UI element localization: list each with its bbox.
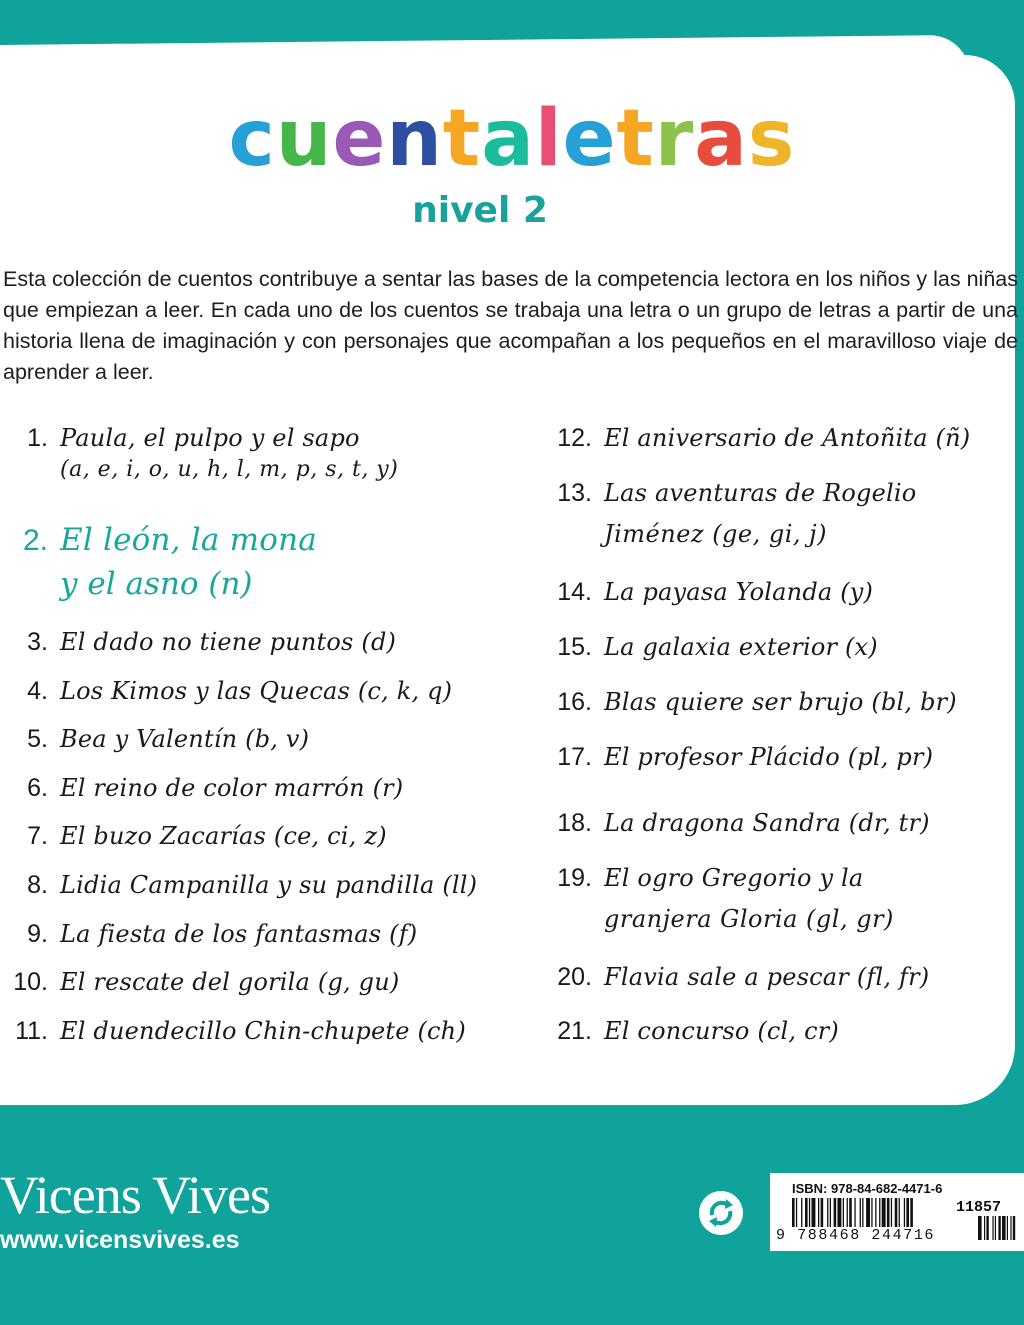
barcode-bar	[879, 1198, 880, 1228]
list-item: 12. El aniversario de Antoñita (ñ)	[557, 424, 971, 452]
list-item: 17. El profesor Plácido (pl, pr)	[557, 743, 934, 771]
series-title	[0, 94, 1024, 184]
title-letter: t	[616, 94, 655, 184]
barcode-bar	[834, 1198, 837, 1228]
barcode-bar	[809, 1198, 810, 1228]
barcode-bar	[1013, 1216, 1015, 1240]
intro-paragraph: Esta colección de cuentos contribuye a sentar las bases de la competencia lectora en los niños y las niñas que empiezan a leer. En cada uno de los cuentos se trabaja una letra o un grupo de letras a partir de una historia llena de imaginación y con personajes que acompañan a los pequeños en el maravilloso viaje de aprender a leer.	[3, 267, 1018, 384]
barcode-bar	[998, 1216, 1000, 1240]
list-item: 8. Lidia Campanilla y su pandilla (ll)	[27, 871, 478, 899]
barcode-digits: 9 788468 244716	[776, 1227, 936, 1244]
barcode-bar	[792, 1198, 795, 1228]
list-item: 5. Bea y Valentín (b, v)	[27, 725, 310, 753]
barcode-bar	[812, 1198, 816, 1228]
list-item: 9. La fiesta de los fantasmas (f)	[27, 920, 418, 948]
list-item: 15. La galaxia exterior (x)	[557, 633, 878, 661]
barcode-bar	[805, 1198, 808, 1228]
list-item: 16. Blas quiere ser brujo (bl, br)	[557, 688, 957, 716]
barcode-bar	[801, 1198, 802, 1228]
title-letter: a	[694, 94, 748, 184]
list-item-highlighted: 2. El león, la mona y el asno (n)	[22, 522, 317, 602]
barcode-bar	[818, 1198, 819, 1228]
barcode-bar	[875, 1198, 876, 1228]
barcode-bar	[984, 1216, 985, 1240]
barcode-bar	[871, 1198, 872, 1228]
list-item: 3. El dado no tiene puntos (d)	[27, 628, 397, 656]
barcode-bar	[995, 1216, 996, 1240]
list-item: 10. El rescate del gorila (g, gu)	[13, 968, 400, 996]
title-letter: a	[481, 94, 535, 184]
list-item: 4. Los Kimos y las Quecas (c, k, q)	[27, 677, 453, 705]
title-letter: n	[386, 94, 443, 184]
barcode-bar	[891, 1198, 892, 1228]
publisher-logo: Vicens Vives	[0, 1165, 270, 1225]
barcode-bar	[860, 1198, 861, 1228]
list-item: 13. Las aventuras de Rogelio Jiménez (ge, gi, j)	[557, 479, 917, 548]
barcode-bar	[882, 1198, 886, 1228]
barcode-bar	[986, 1216, 988, 1240]
barcode-bar	[1002, 1216, 1006, 1240]
title-letter: s	[747, 94, 796, 184]
recycle-icon	[698, 1190, 744, 1236]
list-item: 20. Flavia sale a pescar (fl, fr)	[557, 963, 930, 991]
list-item: 6. El reino de color marrón (r)	[27, 774, 404, 802]
barcode-bar	[887, 1198, 890, 1228]
barcode-bar	[854, 1198, 855, 1228]
barcode-bar	[904, 1198, 905, 1228]
barcode-bar	[849, 1198, 852, 1228]
title-letter: e	[562, 94, 617, 184]
isbn-text: ISBN: 978-84-682-4471-6	[792, 1181, 943, 1196]
level-subtitle: nivel 2	[412, 190, 548, 231]
barcode-bar	[843, 1198, 844, 1228]
barcode-bar	[910, 1198, 913, 1228]
list-item: 14. La payasa Yolanda (y)	[557, 578, 874, 606]
title-letter: r	[654, 94, 695, 184]
barcode-bar	[830, 1198, 831, 1228]
barcode-addon: 11857	[956, 1199, 1002, 1216]
list-item: 1. Paula, el pulpo y el sapo (a, e, i, o, u, h, l, m, p, s, t, y)	[27, 424, 399, 482]
title-letter: c	[228, 94, 276, 184]
barcode-bar	[895, 1198, 898, 1228]
barcode-bar	[838, 1198, 842, 1228]
publisher-url[interactable]: www.vicensvives.es	[0, 1226, 240, 1254]
title-letter: t	[442, 94, 482, 184]
list-item: 7. El buzo Zacarías (ce, ci, z)	[27, 822, 387, 850]
barcode-bar	[992, 1216, 993, 1240]
title-letter: u	[275, 94, 333, 184]
barcode-bar	[796, 1198, 797, 1228]
title-letter: e	[332, 94, 387, 184]
barcode-bar	[821, 1198, 824, 1228]
barcode-bar	[827, 1198, 828, 1228]
barcode-bar	[1010, 1216, 1011, 1240]
barcode-label	[770, 1173, 1024, 1251]
barcode-bar	[847, 1198, 848, 1228]
barcode-bar	[906, 1198, 909, 1228]
barcode-bar	[978, 1216, 982, 1240]
barcode-bar	[899, 1198, 900, 1228]
barcode-bar	[1007, 1216, 1008, 1240]
barcode-bar	[866, 1198, 870, 1228]
list-item: 21. El concurso (cl, cr)	[557, 1017, 839, 1045]
barcode-bar	[862, 1198, 863, 1228]
list-item: 19. El ogro Gregorio y la granjera Gloria (gl, gr)	[557, 864, 894, 933]
title-letter: l	[534, 94, 563, 184]
list-item: 18. La dragona Sandra (dr, tr)	[557, 809, 930, 837]
list-item: 11. El duendecillo Chin-chupete (ch)	[15, 1017, 466, 1045]
